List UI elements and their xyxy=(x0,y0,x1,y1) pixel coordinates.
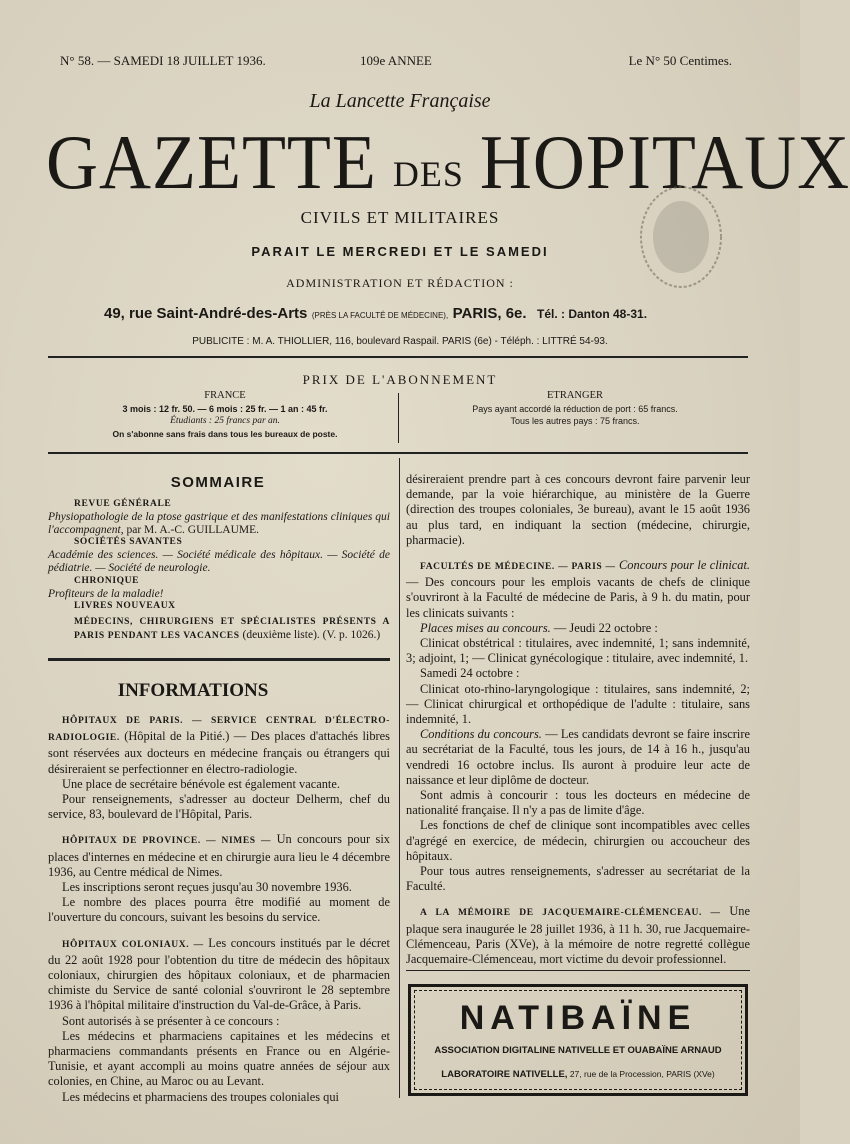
info-province-head: HÔPITAUX DE PROVINCE. — NIMES — xyxy=(62,836,272,847)
price-label: Le N° 50 Centimes. xyxy=(628,53,732,68)
facultes-concours xyxy=(406,558,750,621)
facultes-clinicat: Concours pour le clinicat. xyxy=(619,558,751,573)
sommaire-livres-head: LIVRES NOUVEAUX xyxy=(74,601,176,612)
lancette-title: La Lancette Française xyxy=(309,90,491,112)
info-province-places: Le nombre des places pourra être modifié au moment de l'ouverture du concours, suivant les besoins du service. xyxy=(48,895,390,925)
address-city: PARIS, 6e. xyxy=(452,305,527,322)
issue-number: N° 58. — SAMEDI 18 JUILLET 1936. xyxy=(60,53,266,68)
facultes-obstetrical: Clinicat obstétrical : titulaires, avec indemnité, 1; sans indemnité, 3; adjoint, 1; — Clinicat gynécologique : titulaire, avec indemnité, 1. xyxy=(406,636,750,666)
natibaine-advertisement xyxy=(408,984,748,1096)
ad-top-rule xyxy=(406,970,750,971)
info-paris xyxy=(48,712,390,777)
header-rule xyxy=(48,356,748,358)
sommaire-revue-head: REVUE GÉNÉRALE xyxy=(74,499,172,509)
etranger-reduction: Pays ayant accordé la réduction de port : 65 francs. xyxy=(472,403,678,414)
publicite-line: PUBLICITE : M. A. THIOLLIER, 116, boulevard Raspail. PARIS (6e) - Téléph. : LITTRÉ 54-93. xyxy=(192,336,608,347)
sommaire-medecins-head: MÉDECINS, CHIRURGIENS ET SPÉCIALISTES PRÉSENTS A PARIS PENDANT LES VACANCES xyxy=(74,617,390,641)
sommaire-medecins-text: (deuxième liste). (V. p. 1026.) xyxy=(242,628,381,641)
ad-laboratoire-address: 27, rue de la Procession, PARIS (XVe) xyxy=(569,1069,715,1079)
info-paris-head: HÔPITAUX DE PARIS. — SERVICE CENTRAL D'ÉLECTRO-RADIOLOGIE. xyxy=(48,716,390,744)
sommaire-societes-head: SOCIÉTÉS SAVANTES xyxy=(74,537,183,548)
memoire-text: Une plaque sera inaugurée le 28 juillet 1936, à 11 h. 30, rue Jacquemaire-Clémenceau, Paris (XVe), à la mémoire de notre regretté collègue Jacquemaire-Clémenceau, mort victime du devoir professionnel. xyxy=(406,904,750,967)
sommaire-medecins xyxy=(74,615,390,643)
memoire-jacquemaire xyxy=(406,904,750,967)
info-province xyxy=(48,832,390,880)
abonnement-etranger xyxy=(410,390,740,428)
info-coloniaux xyxy=(48,936,390,1014)
memoire-head: A LA MÉMOIRE DE JACQUEMAIRE-CLÉMENCEAU. — xyxy=(420,908,721,919)
ad-association: ASSOCIATION DIGITALINE NATIVELLE ET OUABAÏNE ARNAUD xyxy=(434,1045,722,1056)
facultes-head: FACULTÉS DE MÉDECINE. — PARIS — xyxy=(420,562,616,573)
facultes-renseignements: Pour tous autres renseignements, s'adresser au secrétariat de la Faculté. xyxy=(406,864,750,894)
info-coloniaux-troupes: Les médecins et pharmaciens des troupes coloniales qui xyxy=(62,1089,339,1104)
column-divider xyxy=(399,458,400,1098)
facultes-text: — Des concours pour les emplois vacants de chefs de clinique s'ouvriront à la Faculté de médecine de Paris, à 9 h. du matin, pour les clinicats suivants : xyxy=(406,575,750,620)
info-coloniaux-head: HÔPITAUX COLONIAUX. — xyxy=(62,939,204,950)
sommaire-revue xyxy=(48,511,390,537)
administration-label: ADMINISTRATION ET RÉDACTION : xyxy=(286,276,514,290)
facultes-places-label: Places mises au concours. xyxy=(420,620,551,635)
sommaire-chronique-head: CHRONIQUE xyxy=(74,575,140,586)
facultes-conditions-text: — Les candidats devront se faire inscrire au secrétariat de la Faculté, tous les jours, de 14 à 16 h., jusqu'au vendredi 16 octobre inclus. Ils auront à produire leur acte de naissance et leur diplôme de docteur. xyxy=(406,727,751,787)
info-province-text: Un concours pour six places d'internes en médecine et en chirurgie aura lieu le 4 décembre 1936, au Centre médical de Nimes. xyxy=(48,832,390,879)
facultes-conditions-label: Conditions du concours. xyxy=(420,727,542,742)
facultes-samedi: Samedi 24 octobre : xyxy=(420,666,520,681)
facultes-conditions xyxy=(406,727,750,788)
title-hopitaux: HOPITAUX xyxy=(479,118,850,206)
info-coloniaux-medecins: Les médecins et pharmaciens capitaines et les médecins et pharmaciens commandants présents en France ou en Algérie-Tunisie, et ayant accompli au moins quatre années de séjour aux colonies, en Chine, au Maroc ou au Levant. xyxy=(48,1028,390,1089)
france-rates: 3 mois : 12 fr. 50. — 6 mois : 25 fr. — 1 an : 45 fr. xyxy=(122,403,328,414)
address-near: (PRÈS LA FACULTÉ DE MÉDECINE), xyxy=(311,311,449,320)
year-label: 109e ANNEE xyxy=(360,53,432,68)
title-des: DES xyxy=(392,154,464,194)
facultes-incompatibles: Les fonctions de chef de clinique sont incompatibles avec celles d'agrégé en exercice, de médecin, chirurgien ou accoucheur des hôpitaux. xyxy=(406,818,750,863)
publication-days: PARAIT LE MERCREDI ET LE SAMEDI xyxy=(251,244,549,259)
abonnement-france xyxy=(60,390,390,440)
ad-brand: NATIBAÏNE xyxy=(459,999,697,1037)
info-coloniaux-text: Les concours institués par le décret du 22 août 1928 pour l'obtention du titre de médecin des hôpitaux coloniaux, chirurgien des hôpitaux coloniaux, et de pharmacien chimiste du Service de santé colonial s'ouvriront le 28 septembre 1936 à l'hôpital militaire d'instruction du Val-de-Grâce, à Paris. xyxy=(48,935,390,1013)
facultes-places-date: — Jeudi 22 octobre : xyxy=(553,620,658,635)
info-paris-text: (Hôpital de la Pitié.) — Des places d'attachés libres sont réservées aux docteurs en médecine français ou étrangers qui désireraient se perfectionner en électro-radiologie. xyxy=(48,729,390,776)
title-gazette: GAZETTE xyxy=(46,118,377,206)
abonnement-rule xyxy=(48,452,748,454)
informations-column xyxy=(48,712,390,1105)
facultes-orl: Clinicat oto-rhino-laryngologique : titulaires, sans indemnité, 2; — Clinicat chirurgical et orthopédique de l'adulte : titulaire, sans indemnité, 1. xyxy=(406,681,750,727)
address-telephone: Tél. : Danton 48-31. xyxy=(537,307,648,321)
informations-heading: INFORMATIONS xyxy=(117,680,269,701)
ad-laboratoire-name: LABORATOIRE NATIVELLE, xyxy=(441,1069,568,1080)
facultes-places xyxy=(406,621,750,636)
facultes-admis: Sont admis à concourir : tous les docteurs en médecine de nationalité française. Il n'y a pas de limite d'âge. xyxy=(406,788,750,818)
right-continuation: désireraient prendre part à ces concours devront faire parvenir leur demande, par la voie hiérarchique, au ministère de la Guerre (direction des troupes coloniales, 3e bureau), avant le 15 août 1936 au plus tard, en indiquant la section (médecine, chirurgie, pharmacie). xyxy=(406,472,750,547)
france-bureaux: On s'abonne sans frais dans tous les bureaux de poste. xyxy=(112,428,338,439)
subtitle: CIVILS ET MILITAIRES xyxy=(300,208,500,227)
sommaire-rule xyxy=(48,658,390,661)
sommaire-list xyxy=(48,498,390,643)
info-paris-renseignements: Pour renseignements, s'adresser au docteur Delherm, chef du service, 83, boulevard de l'Hôpital, Paris. xyxy=(48,792,390,822)
info-coloniaux-autorises: Sont autorisés à se présenter à ce concours : xyxy=(62,1013,280,1028)
abonnement-heading: PRIX DE L'ABONNEMENT xyxy=(302,372,498,387)
sommaire-revue-author: par M. A.-C. GUILLAUME. xyxy=(126,523,260,536)
right-column xyxy=(406,472,750,967)
abonnement-divider xyxy=(398,393,399,443)
sommaire-revue-text: Physiopathologie de la ptose gastrique et des manifestations cliniques qui l'accompagnent, xyxy=(48,510,390,536)
address-street: 49, rue Saint-André-des-Arts xyxy=(104,305,308,322)
info-paris-secretaire: Une place de secrétaire bénévole est également vacante. xyxy=(62,776,340,791)
etranger-autres: Tous les autres pays : 75 francs. xyxy=(510,416,640,426)
france-students: Étudiants : 25 francs par an. xyxy=(170,416,280,426)
ad-laboratoire xyxy=(411,1069,745,1080)
address-line xyxy=(104,305,724,323)
france-label: FRANCE xyxy=(204,390,246,401)
sommaire-chronique: Profiteurs de la maladie! xyxy=(48,587,164,600)
sommaire-heading: SOMMAIRE xyxy=(170,474,266,491)
info-province-inscriptions: Les inscriptions seront reçues jusqu'au 30 novembre 1936. xyxy=(62,880,352,895)
etranger-label: ETRANGER xyxy=(547,390,603,401)
sommaire-societes: Académie des sciences. — Société médicale des hôpitaux. — Société de pédiatrie. — Société de neurologie. xyxy=(48,549,390,574)
